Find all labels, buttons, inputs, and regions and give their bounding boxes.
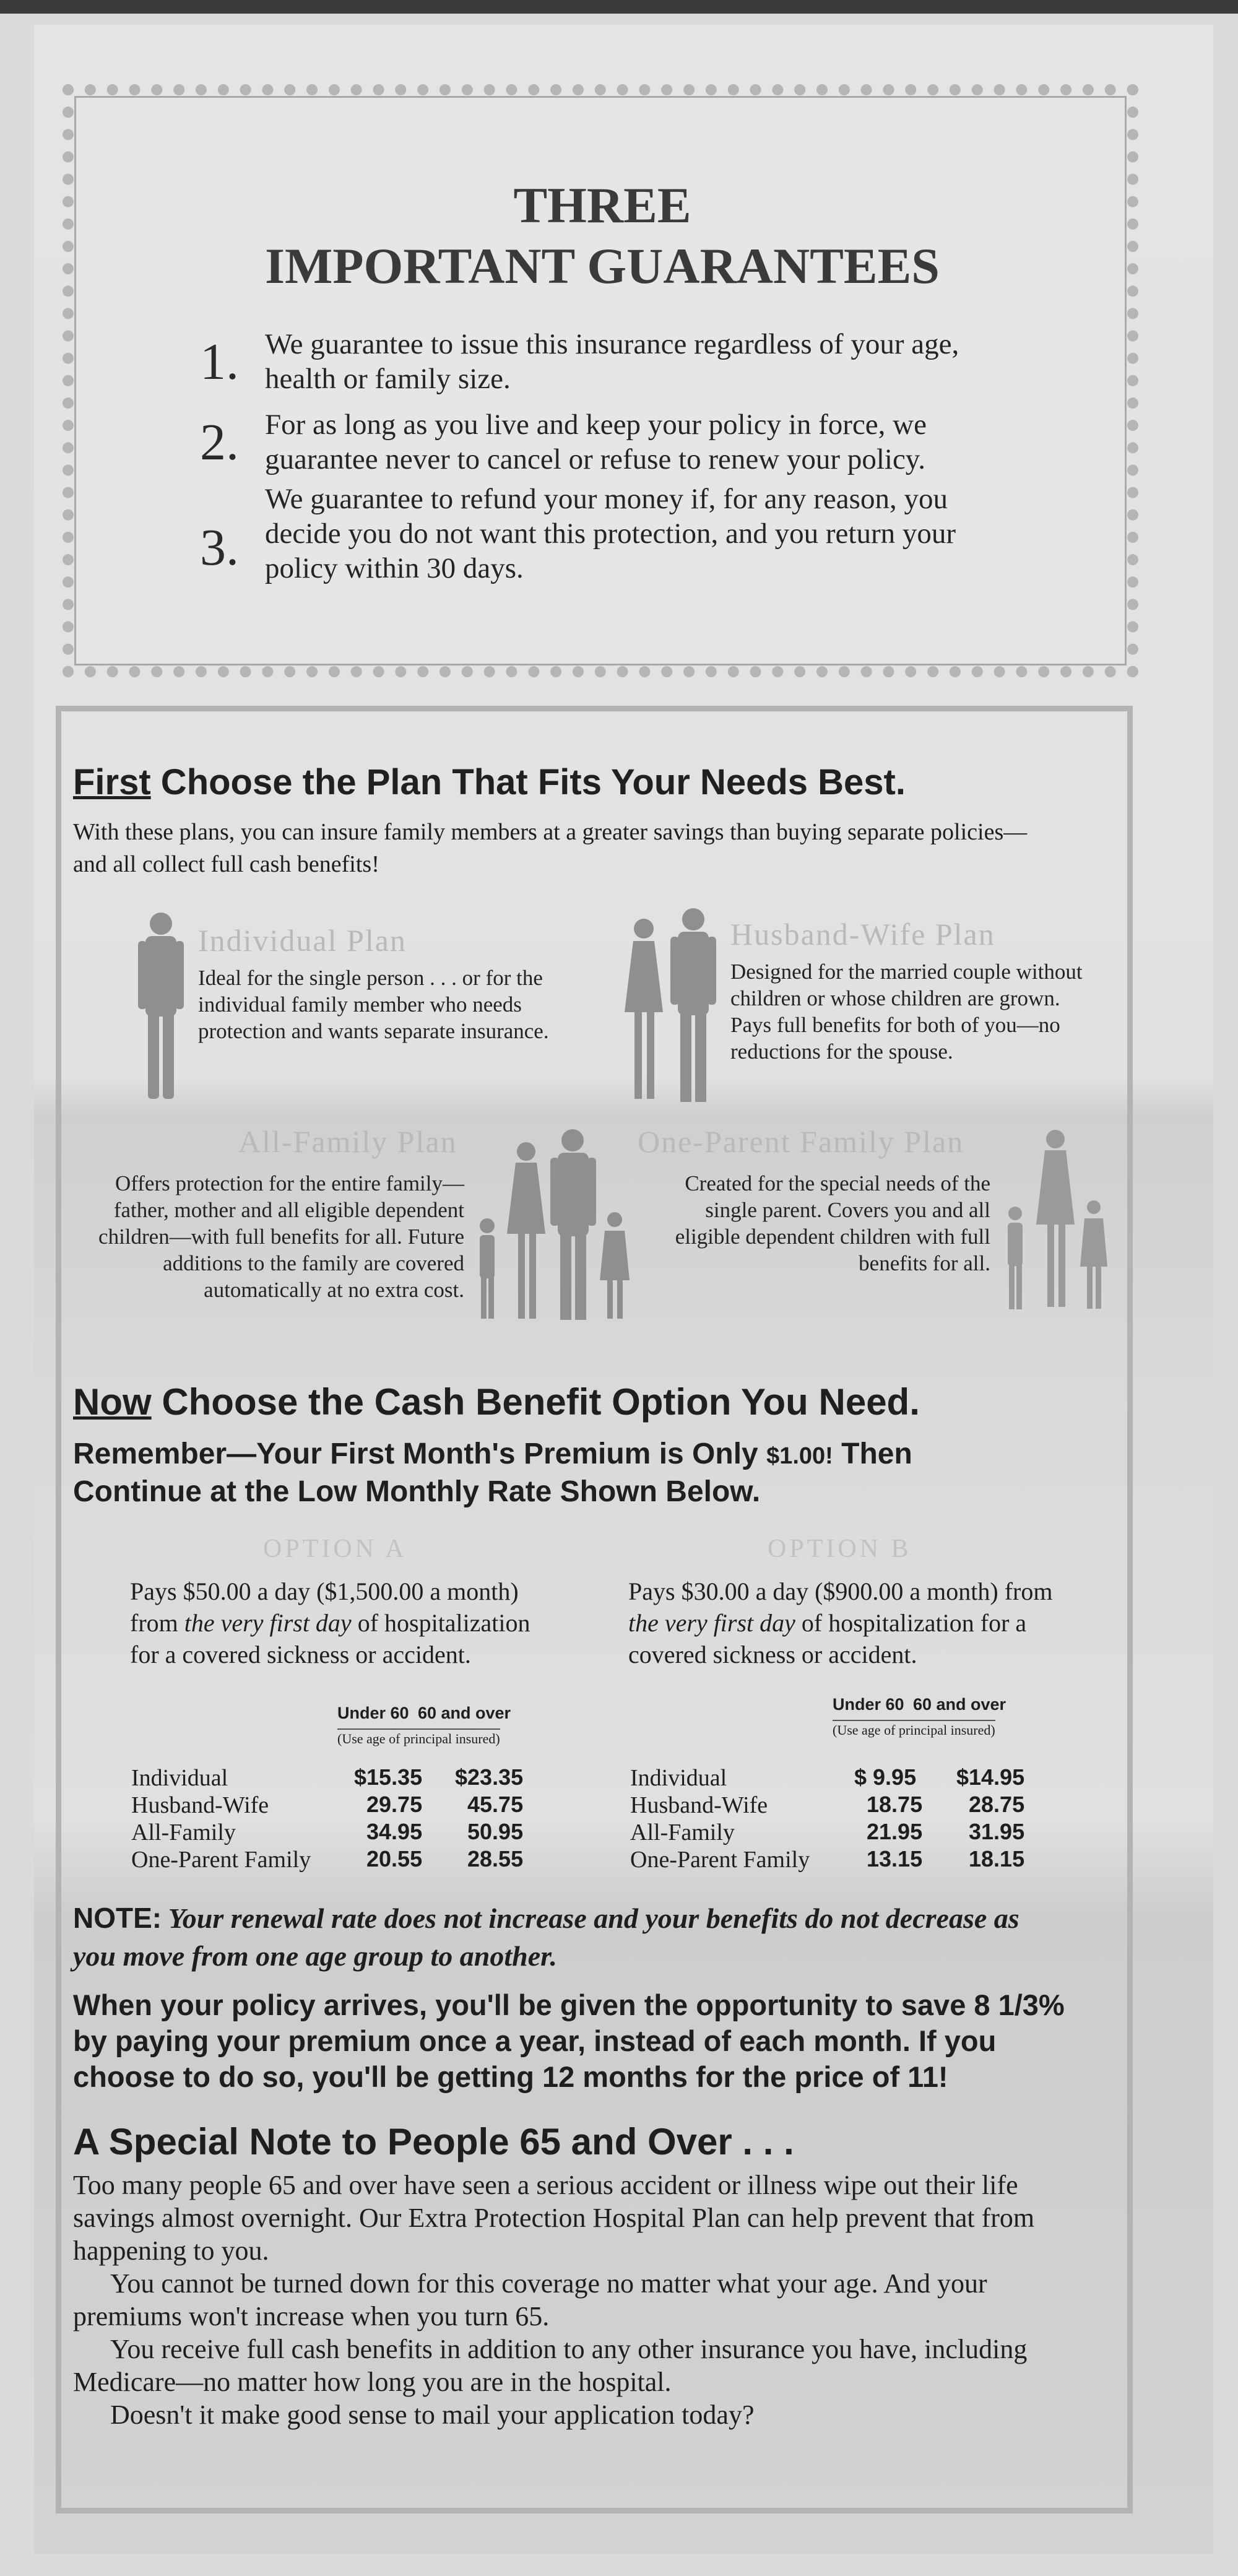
options-heading-underlined: Now xyxy=(73,1381,152,1423)
table-row: All-Family xyxy=(630,1819,735,1845)
rate-under60: 20.55 xyxy=(366,1846,423,1871)
one-parent-plan-title: One-Parent Family Plan xyxy=(638,1124,964,1159)
couple-illustration xyxy=(622,907,727,1105)
premium-note-text: Remember—Your First Month's Premium is Only xyxy=(73,1438,767,1470)
special-note-paragraph: Too many people 65 and over have seen a serious accident or illness wipe out their life savings almost overnight. Our Extra Protection Hospital Plan can help prevent that from happening to you. xyxy=(73,2170,1035,2266)
table-row: Husband-Wife xyxy=(131,1792,269,1818)
guarantee-text: We guarantee to refund your money if, for any reason, you decide you do not want this protection, and you return your policy within 30 days. xyxy=(265,483,956,584)
note-label: NOTE: xyxy=(73,1902,162,1934)
rate-60over: 45.75 xyxy=(467,1792,524,1817)
rate-under60: 13.15 xyxy=(867,1846,923,1871)
guarantees-title-line1: THREE xyxy=(513,177,691,233)
guarantees-title-line2: IMPORTANT GUARANTEES xyxy=(265,238,940,294)
option-a-text xyxy=(130,1576,563,1670)
rate-under60: $15.35 xyxy=(354,1764,423,1790)
rate-under60: 34.95 xyxy=(366,1819,423,1844)
option-a-text-italic: the very first day xyxy=(184,1609,352,1637)
guarantee-text: For as long as you live and keep your policy in force, we guarantee never to cancel or refuse to renew your policy. xyxy=(265,409,927,475)
rate-60over: $14.95 xyxy=(956,1764,1025,1790)
guarantee-number: 1. xyxy=(200,333,239,391)
options-heading xyxy=(73,1381,920,1423)
option-b-col-60over: 60 and over xyxy=(913,1695,1006,1714)
single-parent-illustration xyxy=(1000,1127,1111,1312)
husband-wife-plan-title: Husband-Wife Plan xyxy=(730,917,995,952)
plans-heading-underlined: First xyxy=(73,762,151,802)
options-heading-rest: Choose the Cash Benefit Option You Need. xyxy=(151,1381,920,1423)
renewal-note xyxy=(73,1899,1051,1975)
option-a-title: OPTION A xyxy=(263,1535,407,1563)
guarantee-number: 3. xyxy=(200,519,239,576)
table-row: Husband-Wife xyxy=(630,1792,768,1818)
special-note-heading: A Special Note to People 65 and Over . . . xyxy=(73,2121,794,2162)
individual-plan-title: Individual Plan xyxy=(198,923,407,958)
guarantees-box xyxy=(74,96,1127,666)
option-b-text-italic: the very first day xyxy=(628,1609,795,1637)
special-note-paragraph: You cannot be turned down for this coverage no matter what your age. And your premiums won't increase when you turn 65. xyxy=(73,2268,987,2331)
rate-60over: 18.15 xyxy=(969,1846,1025,1871)
all-family-plan-title: All-Family Plan xyxy=(238,1124,457,1159)
single-person-illustration xyxy=(133,910,189,1102)
rate-60over: 31.95 xyxy=(969,1819,1025,1844)
rate-60over: 28.55 xyxy=(467,1846,524,1871)
all-family-plan-text: Offers protection for the entire family—father, mother and all eligible dependent children—with full benefits for all. Future additions to the family are covered automatically at no extra cost. xyxy=(98,1171,464,1302)
table-row: All-Family xyxy=(131,1819,236,1845)
premium-price: $1.00! xyxy=(766,1443,833,1469)
note-text: Your renewal rate does not increase and your benefits do not decrease as you move from one age group to another. xyxy=(73,1902,1019,1972)
option-b-title: OPTION B xyxy=(768,1535,912,1563)
option-b-text xyxy=(628,1576,1068,1670)
special-note-body xyxy=(73,2169,1076,2431)
option-a-col-under60: Under 60 xyxy=(337,1704,409,1722)
first-month-premium-note xyxy=(73,1436,1039,1510)
option-a-col-60over: 60 and over xyxy=(418,1704,511,1722)
table-row: One-Parent Family xyxy=(630,1847,810,1873)
family-illustration xyxy=(474,1127,634,1325)
option-b-col-under60: Under 60 xyxy=(833,1695,904,1714)
guarantee-number: 2. xyxy=(200,414,239,471)
rate-60over: $23.35 xyxy=(455,1764,524,1790)
plans-heading-rest: Choose the Plan That Fits Your Needs Best. xyxy=(150,762,906,802)
rate-under60: 29.75 xyxy=(366,1792,423,1817)
guarantees-title xyxy=(76,175,1128,297)
individual-plan-text: Ideal for the single person . . . or for the individual family member who needs protection and wants separate insurance. xyxy=(198,966,549,1043)
rate-under60: $ 9.95 xyxy=(854,1764,917,1790)
option-b-text-end: of hospitalization for a covered sickness or accident. xyxy=(628,1609,1027,1668)
plans-intro: With these plans, you can insure family members at a greater savings than buying separate policies—and all collect full cash benefits! xyxy=(73,819,1028,877)
option-b-text-start: Pays $30.00 a day ($900.00 a month) from xyxy=(628,1577,1053,1605)
guarantee-text: We guarantee to issue this insurance regardless of your age, health or family size. xyxy=(265,328,959,395)
option-a-text-start: Pays $50.00 a day ($1,500.00 a month) from xyxy=(130,1577,519,1637)
option-b-col-note: (Use age of principal insured) xyxy=(833,1720,995,1738)
table-row: Individual xyxy=(131,1765,228,1791)
rate-60over: 50.95 xyxy=(467,1819,524,1844)
table-row: One-Parent Family xyxy=(131,1847,311,1873)
yearly-savings-note: When your policy arrives, you'll be given the opportunity to save 8 1/3% by paying your premium once a year, instead of each month. If you choose to do so, you'll be getting 12 months for the price of 11! xyxy=(73,1988,1065,2093)
page-top-edge xyxy=(0,0,1238,14)
plans-heading xyxy=(73,761,906,803)
special-note-paragraph: Doesn't it make good sense to mail your application today? xyxy=(110,2400,755,2430)
husband-wife-plan-text: Designed for the married couple without children or whose children are grown. Pays full benefits for both of you—no reductions for the spouse. xyxy=(730,960,1083,1064)
one-parent-plan-text: Created for the special needs of the single parent. Covers you and all eligible dependent children with full benefits for all. xyxy=(675,1171,990,1275)
rate-under60: 21.95 xyxy=(867,1819,923,1844)
rate-60over: 28.75 xyxy=(969,1792,1025,1817)
option-a-col-note: (Use age of principal insured) xyxy=(337,1728,500,1747)
special-note-paragraph: You receive full cash benefits in addition to any other insurance you have, including Medicare—no matter how long you are in the hospital. xyxy=(73,2334,1028,2397)
premium-note-text-end: Then Continue at the Low Monthly Rate Shown Below. xyxy=(73,1438,912,1508)
rate-under60: 18.75 xyxy=(867,1792,923,1817)
option-a-text-end: of hospitalization for a covered sickness or accident. xyxy=(130,1609,530,1668)
table-row: Individual xyxy=(630,1765,727,1791)
